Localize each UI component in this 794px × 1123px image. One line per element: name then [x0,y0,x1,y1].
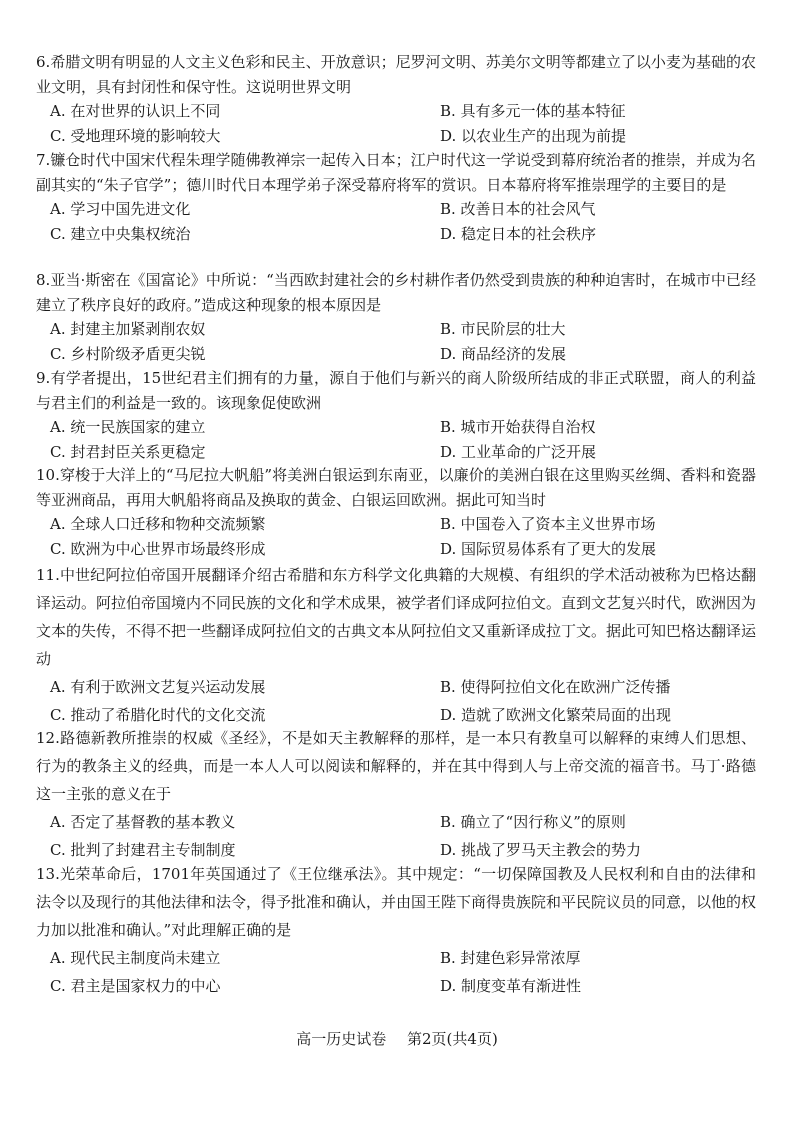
option-a: A. 否定了基督教的基本教义 [50,813,236,831]
option-b: B. 市民阶层的壮大 [440,320,566,338]
option-d: D. 制度变革有渐进性 [440,977,582,995]
question-stem: 10.穿梭于大洋上的“马尼拉大帆船”将美洲白银运到东南亚，以廉价的美洲白银在这里购买丝绸、香料和瓷器等亚洲商品，再用大帆船将商品及换取的黄金、白银运回欧洲。据此可知当时 [36,466,756,509]
question-stem: 11.中世纪阿拉伯帝国开展翻译介绍古希腊和东方科学文化典籍的大规模、有组织的学术活动被称为巴格达翻译运动。阿拉伯帝国境内不同民族的文化和学术成果，被学者们译成阿拉伯文。直到文艺复兴时代，欧洲因为文本的失传，不得不把一些翻译成阿拉伯文的古典文本从阿拉伯文又重新译成拉丁文。据此可知巴格达翻译运动 [36,566,757,668]
option-b: B. 使得阿拉伯文化在欧洲广泛传播 [440,678,671,696]
question-stem: 12.路德新教所推崇的权威《圣经》，不是如天主教解释的那样，是一本只有教皇可以解释的束缚人们思想、行为的教条主义的经典，而是一本人人可以阅读和解释的，并在其中得到人与上帝交流的福音书。马丁·路德这一主张的意义在于 [36,729,756,803]
question-8 [36,268,756,365]
option-c: C. 推动了希腊化时代的文化交流 [50,706,266,724]
question-10 [36,463,756,560]
question-stem: 6.希腊文明有明显的人文主义色彩和民主、开放意识；尼罗河文明、苏美尔文明等都建立了以小麦为基础的农业文明，具有封闭性和保守性。这说明世界文明 [36,53,756,96]
option-c: C. 建立中央集权统治 [50,224,191,243]
option-a: A. 封建主加紧剥削农奴 [50,320,206,338]
option-a: A. 全球人口迁移和物种交流频繁 [50,515,266,533]
question-7 [36,148,756,245]
option-d: D. 国际贸易体系有了更大的发展 [440,539,657,558]
footer-subject: 高一历史试卷 [296,1030,387,1048]
option-d: D. 商品经济的发展 [440,344,567,363]
option-c: C. 受地理环境的影响较大 [50,126,221,145]
option-a: A. 在对世界的认识上不同 [50,102,221,120]
option-b: B. 城市开始获得自治权 [440,418,596,436]
option-d: D. 造就了欧洲文化繁荣局面的出现 [440,706,672,724]
question-stem: 9.有学者提出，15世纪君主们拥有的力量，源自于他们与新兴的商人阶级所结成的非正式联盟，商人的利益与君主们的利益是一致的。该现象促使欧洲 [36,369,756,412]
question-stem: 7.镰仓时代中国宋代程朱理学随佛教禅宗一起传入日本；江户时代这一学说受到幕府统治者的推崇，并成为名副其实的“朱子官学”；德川时代日本理学弟子深受幕府将军的赏识。日本幕府将军推崇理学的主要目的是 [36,151,756,194]
question-6 [36,50,756,147]
question-stem: 13.光荣革命后，1701年英国通过了《王位继承法》。其中规定：“一切保障国教及人民权利和自由的法律和法令以及现行的其他法律和法令，得予批准和确认，并由国王陛下商得贵族院和平民院议员的同意，以他的权力加以批准和确认。”对此理解正确的是 [36,865,757,939]
option-d: D. 稳定日本的社会秩序 [440,224,597,243]
option-c: C. 欧洲为中心世界市场最终形成 [50,539,266,558]
question-11 [36,561,756,727]
option-c: C. 批判了封建君主专制制度 [50,841,236,859]
option-a: A. 有利于欧洲文艺复兴运动发展 [50,678,266,696]
option-b: B. 改善日本的社会风气 [440,200,596,218]
option-d: D. 挑战了罗马天主教会的势力 [440,841,642,859]
option-a: A. 现代民主制度尚未建立 [50,949,221,967]
option-b: B. 中国卷入了资本主义世界市场 [440,515,656,533]
option-d: D. 以农业生产的出现为前提 [440,126,627,145]
option-b: B. 确立了“因行称义”的原则 [440,813,626,831]
question-stem: 8.亚当·斯密在《国富论》中所说：“当西欧封建社会的乡村耕作者仍然受到贵族的种种迫害时，在城市中已经建立了秩序良好的政府。”造成这种现象的根本原因是 [36,271,756,314]
footer-page-number: 第2页(共4页) [407,1030,498,1048]
option-c: C. 乡村阶级矛盾更尖锐 [50,344,206,363]
option-c: C. 君主是国家权力的中心 [50,977,221,995]
option-c: C. 封君封臣关系更稳定 [50,442,206,461]
option-d: D. 工业革命的广泛开展 [440,442,597,461]
option-b: B. 具有多元一体的基本特征 [440,102,626,120]
question-12 [36,724,756,862]
option-a: A. 学习中国先进文化 [50,200,191,218]
option-b: B. 封建色彩异常浓厚 [440,949,581,967]
page-footer [0,1028,794,1049]
question-13 [36,860,756,998]
question-9 [36,366,756,463]
option-a: A. 统一民族国家的建立 [50,418,206,436]
